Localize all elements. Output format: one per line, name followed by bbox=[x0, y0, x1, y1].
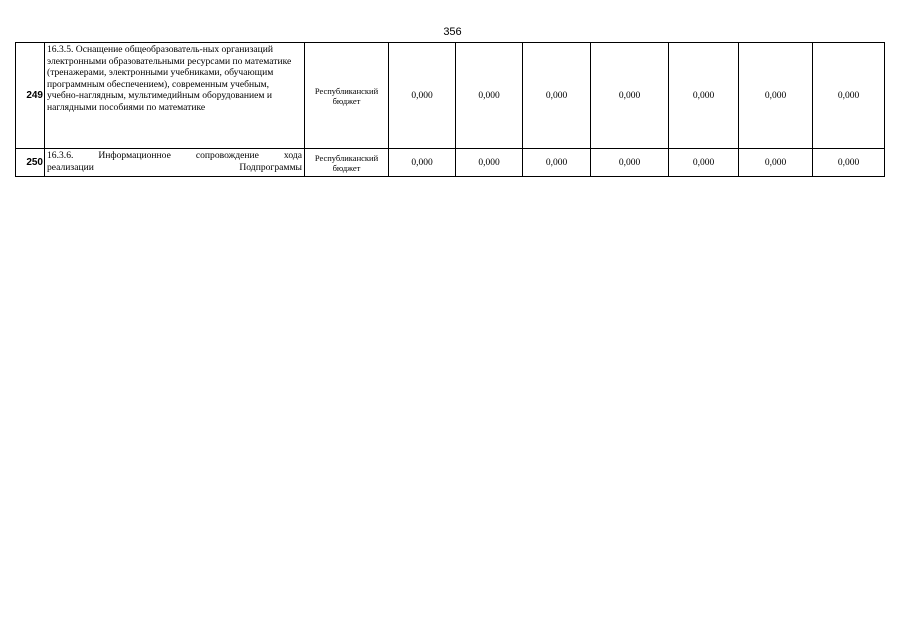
amount-cell: 0,000 bbox=[523, 43, 591, 149]
amount-cell: 0,000 bbox=[389, 149, 456, 177]
funding-source: Республиканский бюджет bbox=[305, 43, 389, 149]
amount-cell: 0,000 bbox=[813, 149, 885, 177]
table-row bbox=[16, 43, 885, 149]
amount-cell: 0,000 bbox=[456, 43, 523, 149]
amount-cell: 0,000 bbox=[389, 43, 456, 149]
table-row bbox=[16, 149, 885, 177]
amount-cell: 0,000 bbox=[591, 43, 669, 149]
row-number: 249 bbox=[16, 43, 45, 149]
amount-cell: 0,000 bbox=[813, 43, 885, 149]
funding-source: Республиканский бюджет bbox=[305, 149, 389, 177]
amount-cell: 0,000 bbox=[669, 149, 739, 177]
amount-cell: 0,000 bbox=[523, 149, 591, 177]
measure-description-line: реализации Подпрограммы bbox=[47, 161, 302, 173]
amount-cell: 0,000 bbox=[456, 149, 523, 177]
measure-description-line: 16.3.6. Информационное сопровождение хода bbox=[47, 150, 302, 161]
amount-cell: 0,000 bbox=[739, 149, 813, 177]
budget-table bbox=[15, 42, 885, 177]
measure-description bbox=[45, 149, 305, 177]
page-number: 356 bbox=[443, 26, 462, 38]
measure-description: 16.3.5. Оснащение общеобразователь-ных организаций электронными образовательными ресурсами по математике (тренажерами, электронными учебниками, обучающим программным обеспечением), современным учебным, учебно-наглядным, мультимедийным оборудованием и наглядными пособиями по математике bbox=[45, 43, 305, 149]
amount-cell: 0,000 bbox=[669, 43, 739, 149]
amount-cell: 0,000 bbox=[739, 43, 813, 149]
amount-cell: 0,000 bbox=[591, 149, 669, 177]
row-number: 250 bbox=[16, 149, 45, 177]
